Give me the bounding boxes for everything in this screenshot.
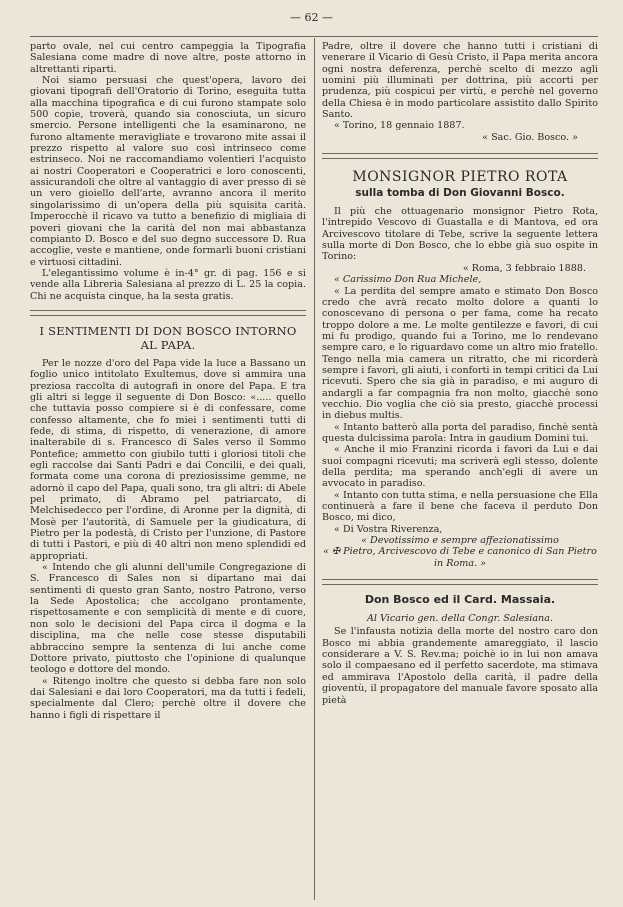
letter-salutation: « Carissimo Don Rua Michele, <box>334 274 482 286</box>
section-subtitle-massaia: Al Vicario gen. della Congr. Salesiana. <box>366 613 554 625</box>
letter-paragraph-1: « La perdita del sempre amato e stimato Don Bosco credo che avrà recato molto dolore a quanti lo conoscevano di persona o per fama, come ha recato troppo dolore a me. Le molte gentilezze e favori, di cui mi fu prodigo, quando fui a Torino, me lo rendevano sempre caro, e lo riguardavo come un altro mio fratello. Tengo nella mia camera un ritratto, che mi ricorderà sempre i favori, gli aiuti, i conforti in tempi critici da Lui ricevuti. Spero che sia già in paradiso, e mi auguro di andargli a far compagnia fra non molto, giacchè sono vecchio. Dio voglia che ciò sia presto, giacchè processi in diebus multis. <box>322 285 598 422</box>
letter-paragraph-3: « Anche il mio Franzini ricorda i favori da Lui e dai suoi compagni ricevuti; ma scriverà egli stesso, dolente della perdita; ma sperando anch'egli di avere un avvocato in paradiso. <box>322 444 598 490</box>
section-rule-top-double <box>30 315 306 316</box>
closing-signature: « ✠ Pietro, Arcivescovo di Tebe e canonico di San Pietro in Roma. » <box>323 546 597 569</box>
column-divider <box>314 38 315 900</box>
section-rule-rota-double <box>322 158 598 159</box>
massaia-paragraph: Se l'infausta notizia della morte del nostro caro don Bosco mi abbia grandemente amareggiato, il lascio considerare a V. S. Rev.ma; poichè io in lui non amava solo il compaesano ed il perfetto sacerdote, ma stimava ed ammirava l'Apostolo della carità, il padre della gioventù, il propagatore del manuale favore sposato alla pietà <box>322 626 598 706</box>
rota-intro: Il più che ottuagenario monsignor Pietro Rota, l'intrepido Vescovo di Guastalla e di Mantova, ed ora Arcivescovo titolare di Tebe, scrive la seguente lettera sulla morte di Don Bosco, che lo ebbe già suo ospite in Torino: <box>322 206 598 263</box>
place-date-1: « Torino, 18 gennaio 1887. <box>334 120 465 132</box>
page-number: — 62 — <box>290 11 333 24</box>
section-title-sentimenti: I SENTIMENTI DI DON BOSCO INTORNO AL PAPA. <box>39 323 297 352</box>
section-rule-rota <box>322 153 598 154</box>
sentimenti-paragraph-3: « Ritengo inoltre che questo si debba fare non solo dai Salesiani e dai loro Cooperatori, ma da tutti i fedeli, specialmente dal Clero; perchè oltre il dovere che hanno i figli di rispettare il <box>30 675 306 721</box>
sentimenti-paragraph-2: « Intendo che gli alunni dell'umile Congregazione di S. Francesco di Sales non si dipartano mai dai sentimenti di questo gran Santo, nostro Patrono, verso la Sede Apostolica; che accolgano prontamente, rispettosamente e con semplicità di mente e di cuore, non solo le decisioni del Papa circa il dogma e la disciplina, ma che nelle cose stesse disputabili abbraccino sempre la sentenza di lui anche come Dottore privato, piuttosto che l'opinione di qualunque teologo e dottore del mondo. <box>30 562 306 676</box>
top-rule <box>30 36 598 37</box>
right-column <box>322 41 598 901</box>
letter-paragraph-2: « Intanto batterò alla porta del paradiso, finchè sentà questa dulcissima parola: Intra in gaudium Domini tui. <box>322 421 598 444</box>
continued-paragraph: Padre, oltre il dovere che hanno tutti i cristiani di venerare il Vicario di Gesù Cristo, il Papa merita ancora ogni nostra deferenza, perchè scelto di mezzo agli uomini più illuminati per dottrina, più accorti per prudenza, più cospicui per virtù, e perchè nel governo della Chiesa è in modo particolare assistito dallo Spirito Santo. <box>322 41 598 121</box>
intro-paragraph-1: parto ovale, nel cui centro campeggia la Tipografia Salesiana come madre di nove altre, poste attorno in altrettanti riparti. <box>30 41 306 75</box>
intro-paragraph-2: Noi siamo persuasi che quest'opera, lavoro dei giovani tipografi dell'Oratorio di Torino, eseguita tutta alla macchina tipografica e di cui furono stampate solo 500 copie, troverà, quando sia conosciuta, un sicuro smercio. Persone intelligenti che la esaminarono, ne furono altamente meravigliate e trovarono mite assai il prezzo rispetto al valore suo così intrinseco come estrinseco. Noi ne raccomandiamo volentieri l'acquisto ai nostri Cooperatori e Cooperatrici e loro conoscenti, assicurandoli che oltre al vantaggio di aver presso di sè un vero gioiello dell'arte, avranno ancora il merito singolarissimo di un'opera della più squisita carità. Imperocchè il ricavo va tutto a benefizio di migliaia di poveri giovani che la carità del non mai abbastanza compianto D. Bosco e del suo degno successore D. Rua accoglie, veste e mantiene, onde formarli buoni cristiani e virtuosi cittadini. <box>30 75 306 268</box>
letter-paragraph-4: « Intanto con tutta stima, e nella persuasione che Ella continuerà a fare il bene che faceva il perduto Don Bosco, mi dico, <box>322 489 598 524</box>
section-rule-massaia <box>322 579 598 580</box>
closing-line: « Devotissimo e sempre affezionatissimo <box>361 535 559 547</box>
section-rule-top <box>30 310 306 311</box>
intro-paragraph-3: L'elegantissimo volume è in-4° gr. di pag. 156 e si vende alla Libreria Salesiana al prezzo di L. 25 la copia. Chi ne acquista cinque, ha la sesta gratis. <box>30 267 306 302</box>
section-rule-massaia-double <box>322 584 598 585</box>
section-title-massaia: Don Bosco ed il Card. Massaia. <box>364 593 556 607</box>
signature-bosco: « Sac. Gio. Bosco. » <box>482 131 578 143</box>
letter-date: « Roma, 3 febbraio 1888. <box>462 262 586 274</box>
section-subtitle-rota: sulla tomba di Don Giovanni Bosco. <box>355 187 565 200</box>
letter-paragraph-5: « Di Vostra Riverenza, <box>334 523 443 535</box>
section-title-rota: MONSIGNOR PIETRO ROTA <box>352 169 568 186</box>
left-column <box>30 41 306 901</box>
sentimenti-paragraph-1: Per le nozze d'oro del Papa vide la luce a Bassano un foglio unico intitolato Exultemus, dove si ammira una preziosa raccolta di autografi in onore del Papa. E tra gli altri si legge il seguente di Don Bosco: «..... quello che tuttavia posso compiere si è di confessare, come confesso altamente, che fo miei i sentimenti tutti di fede, di stima, di rispetto, di venerazione, di amore inalterabile di s. Francesco di Sales verso il Sommo Pontefice; ammetto con giubilo tutti i gloriosi titoli che egli raccolse dai Santi Padri e dai Concilii, e dei quali, formata come una corona di preziosissime gemme, ne adornò il capo del Papa, quali sono, tra gli altri: di Abele pel primato, di Abramo pel patriarcato, di Melchisedecco per l'ordine, di Aronne per la dignità, di Mosè per l'autorità, di Samuele per la giudicatura, di Pietro per la podestà, di Cristo per l'unzione, di Pastore di tutti i Pastori, e più di 40 altri non meno splendidi ed appropriati. <box>30 357 306 562</box>
